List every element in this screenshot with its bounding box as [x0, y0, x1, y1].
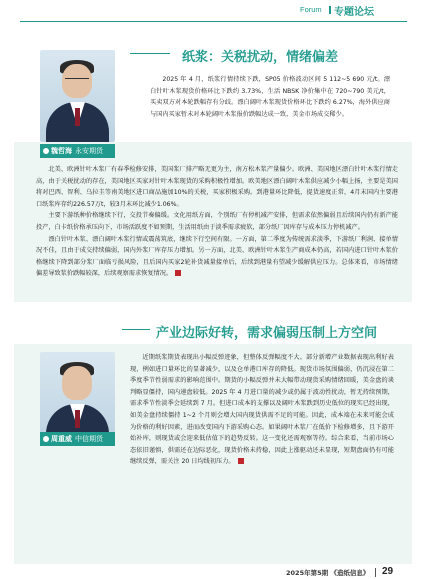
section-title-box	[156, 322, 377, 341]
title-decoration	[130, 44, 170, 54]
section-title: 纸浆：关税扰动，情绪偏差	[182, 50, 339, 65]
header-divider	[329, 6, 331, 14]
author-nameplate	[40, 432, 115, 446]
publication-info: 2025年第5期 《造纸信息》	[286, 569, 370, 577]
end-mark-icon	[238, 458, 244, 464]
page-header	[0, 0, 427, 22]
author-org: 永安期货	[75, 147, 103, 155]
section-title: 产业边际好转，需求偏弱压制上方空间	[156, 326, 378, 341]
paragraph-3: 漂白针叶木浆、漂白阔叶木浆行情或震荡筑底，继续下行空间有限。一方面，第二季度为传统需求淡季，下游纸厂利润、接单情况不佳，且由于成交持续偏弱，国内外浆厂库存压力增加。另一方面，北美、欧洲针叶木浆生产商成本仍高，若国内进口针叶木浆价格继续下降到部分浆厂面临亏损风险，且后国内买家2轮补货减量接单后，后续到港量有望减少缓解供应压力。总体来看，市场情绪偏差导致浆价跌幅较深，后续观察需求恢复情况。	[36, 235, 398, 278]
section2-text: 近期纸浆期货表现出小幅反弹迹象，但整体反弹幅度不大。部分新增产业数据表现出利好表现，例如进口量环比的显著减少，以及仓单港口库存的降低。现货市场氛围偏弱，仍沉浸在第二季度季节性弱需求的影响范围中。期货的小幅反弹并未大幅带动现货采购情绪回暖，美金盘的谈判略显僵持，国内递盘较低。2025 年 4 月进口量的减少或仍属于波动性扰动，暂无持续预期，需求季节性淡季会延续到 7 月。但进口成本的支撑以及阔叶木浆跌到历史低位的现实已经出现，如美金盘持续僵持 1~2 个月则会增大国内现货供需不足的可能。因此，成本端在未来可能会成为价格的利好因素，进而改变国内下游采购心态。如果阔叶木浆厂在低价下检修增多，且下游开始补库，则现货或会迎来低估值下的趋势反转。这一变化还需观察等待。综合来看，当前市场心态依旧谨慎，供需还在边际恶化，现货价格未持稳，因此上涨驱动还未显现，短期盘面仍有可能继续反弹，需关注 20 日均线初压力。	[130, 354, 394, 466]
end-mark-icon	[175, 270, 181, 276]
location-pin-icon	[43, 148, 49, 154]
author-name: 魏哲海	[51, 147, 72, 155]
column-title: 专题论坛	[334, 7, 374, 18]
title-decoration	[122, 320, 150, 330]
header-rule	[20, 21, 407, 22]
body-paragraphs	[130, 352, 394, 468]
section-title-box	[182, 46, 338, 65]
page-footer	[0, 566, 427, 579]
author-nameplate	[40, 144, 115, 158]
lead-paragraph	[150, 74, 390, 120]
author-org: 中信期货	[75, 435, 103, 443]
author-name: 周重威	[51, 435, 72, 443]
footer-divider	[375, 568, 376, 577]
forum-label: Forum	[300, 5, 322, 14]
author-photo	[40, 50, 115, 142]
body-paragraphs	[36, 164, 398, 280]
author-photo	[40, 352, 115, 444]
lead-text: 2025 年 4 月，纸浆行情持续下跌，SP05 价格波动区间 5 112~5 690 元/t。漂白针叶木浆现货价格环比下跌约 3.73%，生活 NBSK 净价集中在 720~790 美元/t，买卖双方对本轮跌幅存有分歧。漂白阔叶木浆现货价格环比下跌约 6.27%，海外供应商与国内买家暂未对本轮阔叶木浆报价跌幅达成一致，美金市场成交稀少。	[150, 76, 390, 118]
paragraph-2: 主要下游纸种价格继续下行，交投节奏偏缓。文化用纸方面，个别纸厂有停机减产安排，但需求依然偏弱且后续国内仍有新产能投产，白卡纸价格承压向下，市场活跃度不如预期，生活用纸由于淡季需求疲软，部分纸厂因库存与成本压力停机减产。	[36, 212, 398, 231]
section-industry-margin	[0, 316, 427, 564]
section-pulp-tariff	[0, 26, 427, 306]
page-number: 29	[382, 566, 394, 577]
paragraph-1: 北美、欧洲针叶木浆厂有春季检修安排，美国浆厂排产略无更为主，南方松木浆产量偏少。欧洲、美国地区漂白针叶木浆行情走高，由于关税扰动的存在，美国地区买家对针叶木浆现货的采购积极性增加。欧美地区漂白阔叶木浆供应减少小幅上扬，主要是美国将对巴西、智利、乌拉圭等南美地区进口商品施加10%的关税，买家积极采购。到港量环比降低，提货速度正常，4月末国内主要港口纸浆库存约226.57万t，较3月末环比减少1.06%。	[36, 166, 398, 208]
location-pin-icon	[43, 436, 49, 442]
